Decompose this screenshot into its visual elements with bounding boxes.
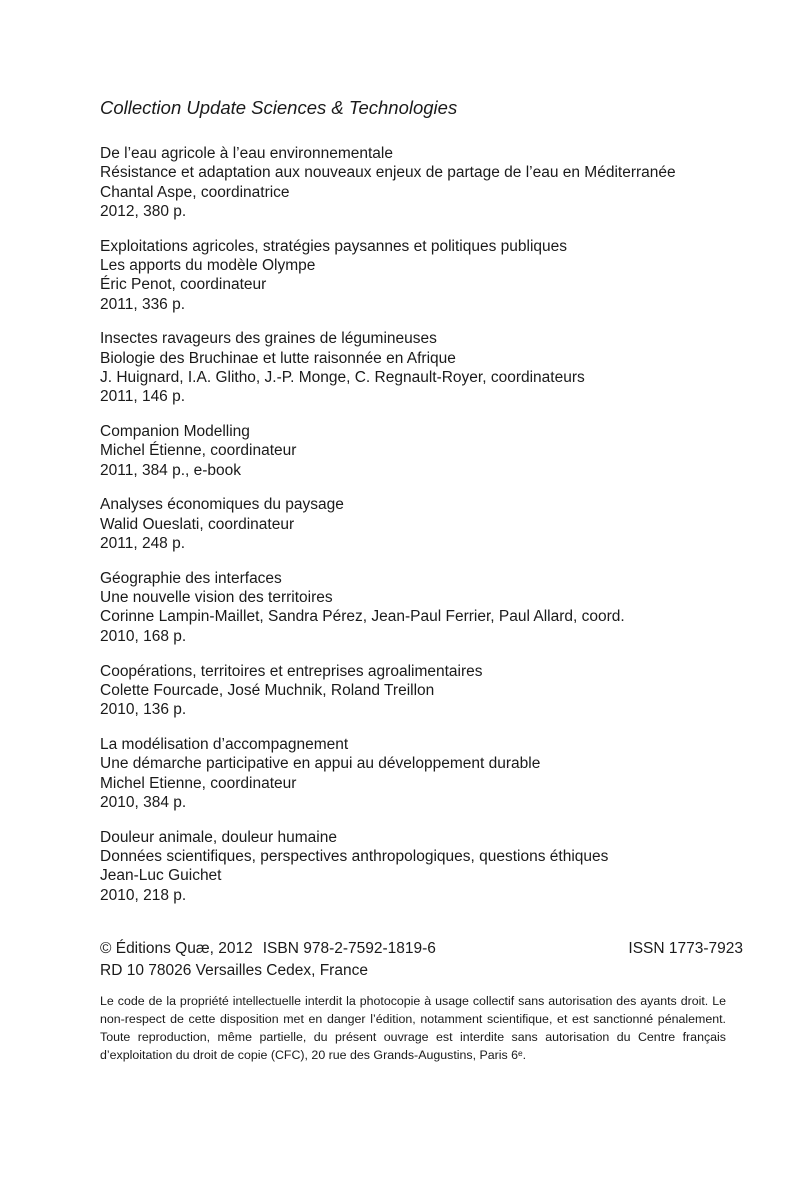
book-authors: Chantal Aspe, coordinatrice [100,183,290,201]
book-authors: Walid Oueslati, coordinateur [100,515,295,533]
book-details: 2010, 218 p. [100,886,187,904]
book-authors: Éric Penot, coordinateur [100,276,267,294]
legal-notice: Le code de la propriété intellectuelle interdit la photocopie à usage collectif sans autorisation des ayants droit. Le non-respect de cette disposition met en danger l’édition, notamment scientifique, et est sanctionné pénalement. Toute reproduction, même partielle, du présent ouvrage est interdite sans autorisation du Centre français d’exploitation du droit de copie (CFC), 20 rue des Grands-Augustins, Paris 6ᵉ. [100,994,726,1062]
book-authors: Michel Etienne, coordinateur [100,774,297,792]
book-entry [100,422,745,480]
book-entry [100,662,745,720]
book-entry [100,495,745,553]
book-subtitle: Les apports du modèle Olympe [100,256,316,274]
book-details: 2010, 384 p. [100,793,187,811]
book-authors: Corinne Lampin-Maillet, Sandra Pérez, Jean-Paul Ferrier, Paul Allard, coord. [100,608,625,626]
book-title: Exploitations agricoles, stratégies paysannes et politiques publiques [100,237,568,255]
book-authors: J. Huignard, I.A. Glitho, J.-P. Monge, C. Regnault-Royer, coordinateurs [100,368,585,386]
book-title: Analyses économiques du paysage [100,496,344,514]
book-subtitle: Une nouvelle vision des territoires [100,589,333,607]
collection-title: Collection Update Sciences & Technologies [100,97,458,118]
book-subtitle: Données scientifiques, perspectives anthropologiques, questions éthiques [100,847,609,865]
book-subtitle: Résistance et adaptation aux nouveaux enjeux de partage de l’eau en Méditerranée [100,164,676,182]
book-title: De l’eau agricole à l’eau environnementale [100,145,393,162]
book-subtitle: Biologie des Bruchinae et lutte raisonnée en Afrique [100,349,456,367]
publisher-footer [100,938,745,982]
issn: ISSN 1773-7923 [628,940,743,957]
book-entry [100,569,745,646]
book-entry [100,735,745,812]
book-title: Coopérations, territoires et entreprises agroalimentaires [100,662,483,680]
book-entry [100,329,745,406]
book-entry [100,144,745,221]
book-entry [100,828,745,905]
book-authors: Jean-Luc Guichet [100,867,222,885]
publication-ids [100,938,745,960]
book-title: Douleur animale, douleur humaine [100,828,337,846]
book-title: Insectes ravageurs des graines de légumineuses [100,330,437,348]
book-details: 2011, 248 p. [100,535,186,553]
book-list [100,144,745,920]
book-title: La modélisation d’accompagnement [100,735,349,753]
isbn: ISBN 978-2-7592-1819-6 [262,940,436,957]
book-details: 2011, 384 p., e-book [100,461,242,479]
book-details: 2012, 380 p. [100,202,187,220]
copyright: © Éditions Quæ, 2012 [100,940,253,957]
book-title: Géographie des interfaces [100,569,282,587]
book-title: Companion Modelling [100,423,250,441]
book-authors: Colette Fourcade, José Muchnik, Roland Treillon [100,681,435,699]
publisher-address: RD 10 78026 Versailles Cedex, France [100,962,368,979]
book-details: 2010, 168 p. [100,627,187,645]
book-details: 2011, 146 p. [100,388,186,406]
book-authors: Michel Étienne, coordinateur [100,442,297,460]
book-details: 2010, 136 p. [100,701,187,719]
book-subtitle: Une démarche participative en appui au développement durable [100,755,541,773]
book-entry [100,237,745,314]
book-details: 2011, 336 p. [100,295,186,313]
